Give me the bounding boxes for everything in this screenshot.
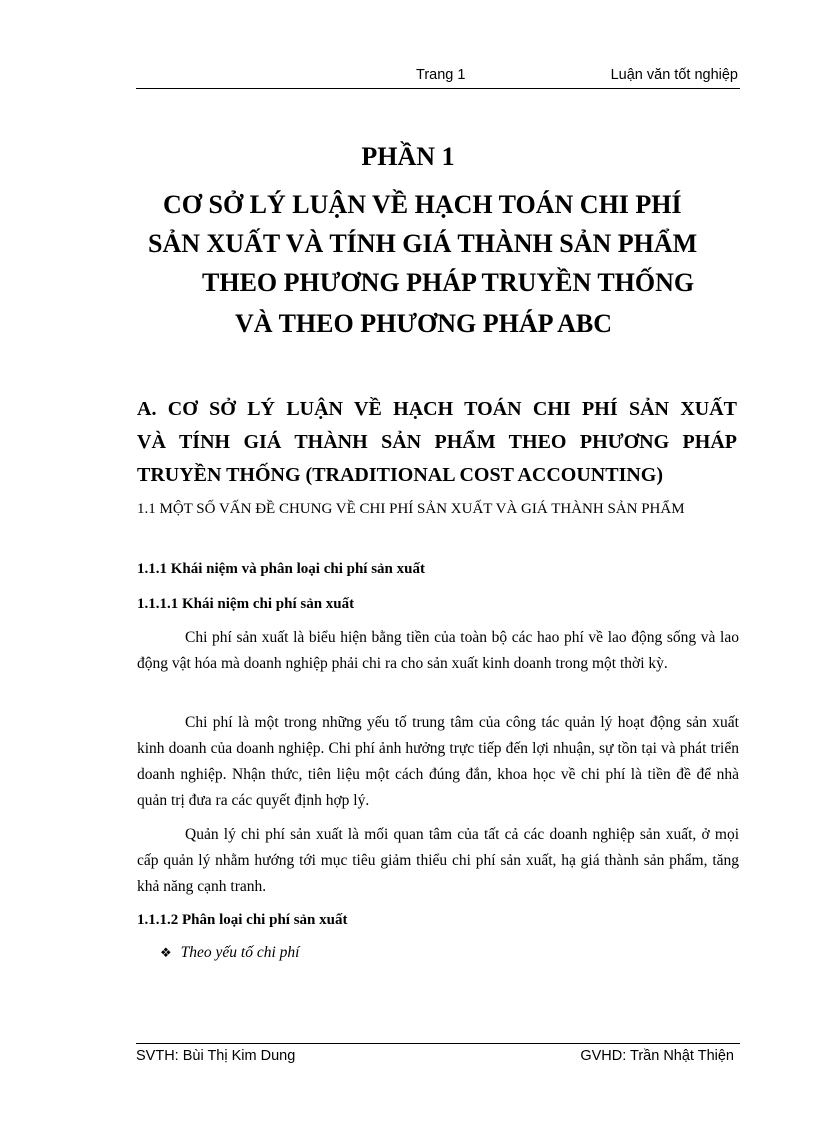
page-footer — [136, 1043, 740, 1070]
bullet-text: Theo yếu tố chi phí — [180, 944, 300, 961]
section-a-line-1: A. CƠ SỞ LÝ LUẬN VỀ HẠCH TOÁN CHI PHÍ SẢN XUẤT — [137, 398, 737, 420]
main-title-line-2: SẢN XUẤT VÀ TÍNH GIÁ THÀNH SẢN PHẨM — [148, 229, 698, 258]
section-a-heading — [137, 393, 737, 492]
paragraph-3: Quản lý chi phí sản xuất là mối quan tâm của tất cả các doanh nghiệp sản xuất, ở mọi cấp quản lý nhằm hướng tới mục tiêu giảm thiểu chi phí sản xuất, hạ giá thành sản phẩm, tăng khả năng cạnh tranh. — [137, 826, 739, 895]
diamond-bullet-icon: ❖ — [160, 945, 172, 960]
bullet-item — [160, 944, 299, 962]
section-1-1-1-heading: 1.1.1 Khái niệm và phân loại chi phí sản xuất — [137, 561, 425, 577]
section-1-1-1-2-heading: 1.1.1.2 Phân loại chi phí sản xuất — [137, 912, 348, 928]
paragraph-1: Chi phí sản xuất là biểu hiện bằng tiền của toàn bộ các hao phí về lao động sống và lao động vật hóa mà doanh nghiệp phải chi ra cho sản xuất kinh doanh trong một thời kỳ. — [137, 629, 739, 672]
section-a-line-2: VÀ TÍNH GIÁ THÀNH SẢN PHẨM THEO PHƯƠNG PHÁP — [137, 431, 737, 453]
document-title: Luận văn tốt nghiệp — [610, 67, 738, 83]
page-number: Trang 1 — [416, 67, 466, 83]
part-label: PHẦN 1 — [361, 142, 455, 171]
main-title-line-1: CƠ SỞ LÝ LUẬN VỀ HẠCH TOÁN CHI PHÍ — [163, 190, 682, 219]
section-a-line-3: TRUYỀN THỐNG (TRADITIONAL COST ACCOUNTING) — [137, 464, 664, 486]
paragraph-2: Chi phí là một trong những yếu tố trung tâm của công tác quản lý hoạt động sản xuất kinh doanh của doanh nghiệp. Chi phí ảnh hưởng trực tiếp đến lợi nhuận, sự tồn tại và phát triển doanh nghiệp. Nhận thức, tiên liệu một cách đúng đắn, khoa học về chi phí là tiền đề để nhà quản trị đưa ra các quyết định hợp lý. — [137, 714, 739, 809]
section-1-1-1-1-heading: 1.1.1.1 Khái niệm chi phí sản xuất — [137, 596, 355, 612]
student-name: SVTH: Bùi Thị Kim Dung — [136, 1048, 296, 1064]
main-title-line-4: VÀ THEO PHƯƠNG PHÁP ABC — [235, 309, 613, 338]
main-title-line-3: THEO PHƯƠNG PHÁP TRUYỀN THỐNG — [202, 268, 695, 297]
section-1-1-heading: 1.1 MỘT SỐ VẤN ĐỀ CHUNG VỀ CHI PHÍ SẢN XUẤT VÀ GIÁ THÀNH SẢN PHẨM — [137, 501, 685, 517]
advisor-name: GVHD: Trần Nhật Thiện — [580, 1048, 734, 1064]
page-header — [136, 64, 740, 89]
